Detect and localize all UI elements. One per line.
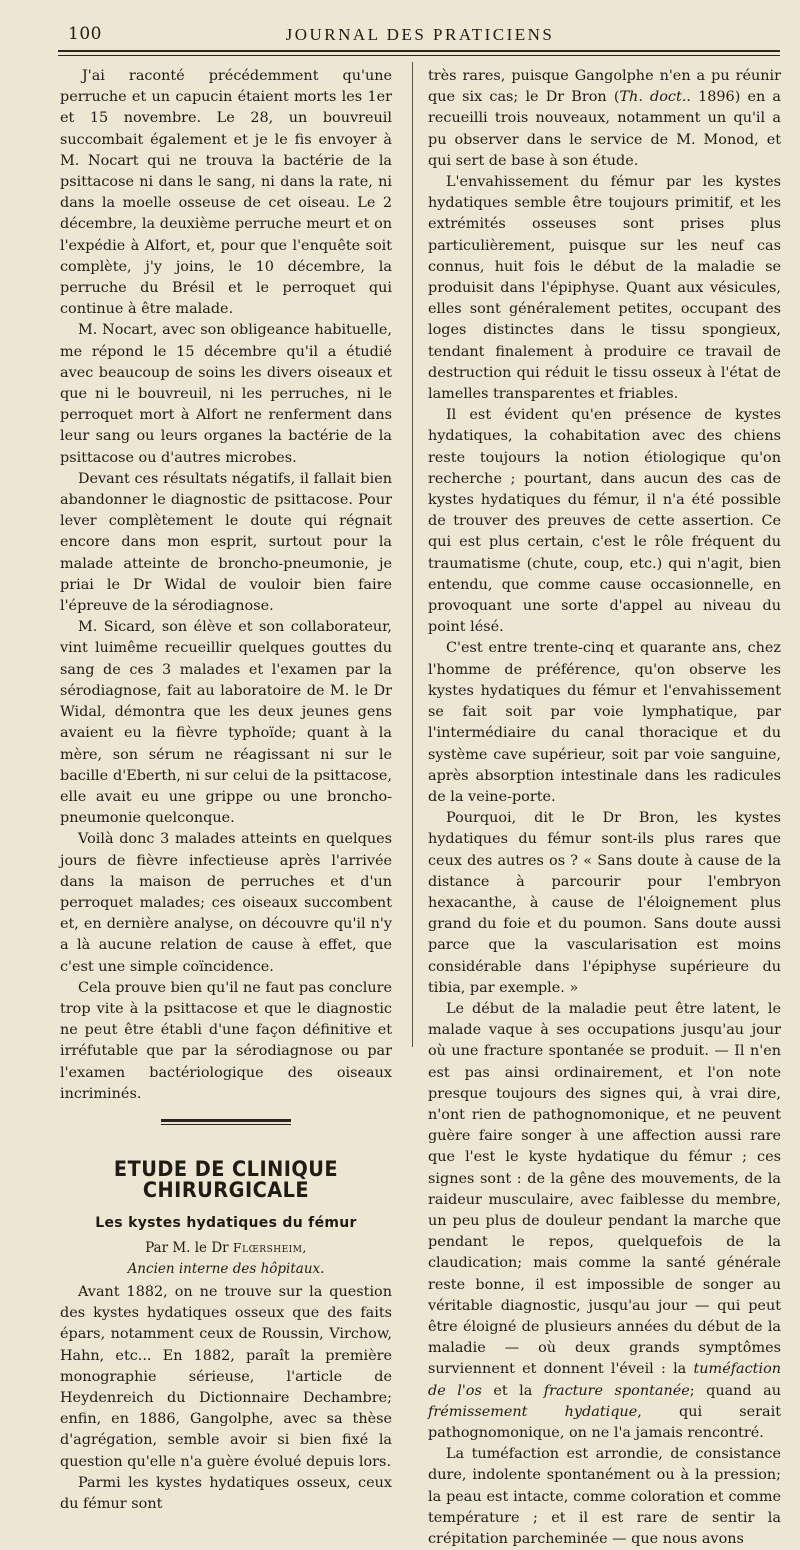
paragraph: Devant ces résultats négatifs, il fallait bien abandonner le diagnostic de psittacose. Pour lever complètement le doute qui régnait encore dans mon esprit, surtout pour la malade atteinte de broncho-pneumonie, je priai le Dr Widal de vouloir bien faire l'épreuve de la sérodiagnose. (60, 470, 392, 615)
section-title: ETUDE DE CLINIQUE CHIRURGICALE (113, 1156, 339, 1203)
left-column (60, 66, 392, 1515)
text-run: ; quand au (689, 1382, 781, 1399)
section-rule-thin (161, 1124, 291, 1125)
emphasis: frémissement hydatique (428, 1403, 638, 1420)
text-run: et la (481, 1382, 544, 1399)
paragraph (428, 66, 781, 172)
paragraph: Pourquoi, dit le Dr Bron, les kystes hydatiques du fémur sont-ils plus rares que ceux des autres os ? « Sans doute à cause de la distance à parcourir pour l'embryon hexacanthe, à cause de l'éloignement plus grand du foie et du poumon. Sans doute aussi parce que la vascularisation est moins considérable dans l'épiphyse supérieure du tibia, par exemple. » (428, 810, 781, 996)
paragraph: Il est évident qu'en présence de kystes hydatiques, la cohabitation avec des chiens reste toujours la notion étiologique qu'on recherche ; pourtant, dans aucun des cas de kystes hydatiques du fémur, il n'a été possible de trouver des preuves de cette assertion. Ce qui est plus certain, c'est le rôle fréquent du traumatisme (chute, coup, etc.) qui n'agit, bien entendu, que comme cause occasionnelle, en provoquant une sorte d'appel au niveau du point lésé. (428, 407, 781, 636)
header-rule (58, 50, 780, 52)
paragraph: J'ai raconté précédemment qu'une perruche et un capucin étaient morts les 1er et 15 novembre. Le 28, un bouvreuil succombait également et je le fis envoyer à M. Nocart qui ne trouva la bactérie de la psittacose ni dans le sang, ni dans la rate, ni dans la moelle osseuse de cet oiseau. Le 2 décembre, la deuxième perruche meurt et on l'expédie à Alfort, et, pour que l'enquête soit complète, j'y joins, le 10 décembre, la perruche du Brésil et le perroquet qui continue à être malade. (60, 68, 392, 318)
paragraph (428, 999, 781, 1444)
article-title: Les kystes hydatiques du fémur (95, 1215, 357, 1232)
section-rule (161, 1119, 291, 1122)
paragraph: M. Sicard, son élève et son collaborateur, vint luimême recueillir quelques gouttes du sang de ces 3 malades et l'examen par la sérodiagnose, fait au laboratoire de M. le Dr Widal, démontra que les deux jeunes gens avaient eu la fièvre typhoïde; quant à la mère, son sérum ne réagissant ni sur le bacille d'Eberth, ni sur celui de la psittacose, elle avait eu une grippe ou une broncho-pneumonie quelconque. (60, 619, 392, 827)
paragraph: Cela prouve bien qu'il ne faut pas conclure trop vite à la psittacose et que le diagnostic ne peut être établi d'une façon définitive et irréfutable que par la sérodiagnose ou par l'examen bactériologique des oiseaux incriminés. (60, 979, 392, 1102)
text-run: très rares, puisque Gangolphe n'en a pu réunir que six cas; le Dr Bron ( (428, 68, 781, 106)
journal-title: JOURNAL DES PRATICIENS (285, 25, 555, 44)
paragraph: Parmi les kystes hydatiques osseux, ceux du fémur sont (60, 1474, 392, 1512)
text-run: Le début de la maladie peut être latent, le malade vaque à ses occupations jusqu'au jour où une fracture spontanée se produit. — Il n'en est pas ainsi ordinairement, et l'on note presque toujours des signes qui, à vrai dire, n'ont rien de pathognomonique, et ne peuvent guère faire songer à une affection aussi rare que l'est le kyste hydatique du fémur ; ces signes sont : de la gêne des mouvements, de la raideur musculaire, avec faiblesse du membre, un peu plus de douleur pendant la marche que pendant le repos, quelquefois de la claudication; mais comme la santé générale reste bonne, il est impossible de songer au véritable diagnostic, jusqu'au jour — qui peut être éloigné de plusieurs années du début de la maladie — où deux grands symptômes surviennent et donnent l'éveil : la (428, 1000, 781, 1378)
column-separator (412, 62, 413, 1047)
paragraph: C'est entre trente-cinq et quarante ans, chez l'homme de préférence, qu'on observe les kystes hydatiques du fémur et l'envahissement se fait soit par voie lymphatique, par l'intermédiaire du canal thoracique et du système cave supérieur, soit par voie sanguine, après absorption intestinale dans les radicules de la veine-porte. (428, 640, 781, 805)
text-run: , qui serait pathognomonique, on ne l'a jamais rencontré. (428, 1403, 781, 1441)
article-author (60, 1237, 392, 1259)
page-header (60, 22, 780, 46)
emphasis: fracture spontanée (543, 1382, 690, 1399)
page-number: 100 (68, 24, 102, 44)
author-role: Ancien interne des hôpitaux. (127, 1260, 325, 1277)
emphasis: tuméfaction de l'os (428, 1361, 781, 1399)
paragraph: L'envahissement du fémur par les kystes hydatiques semble être toujours primitif, et les extrémités osseuses sont prises plus particulièrement, puisque sur les neuf cas connus, huit fois le début de la maladie se produisit dans l'épiphyse. Quant aux vésicules, elles sont généralement petites, occupant des loges distinctes dans le tissu spongieux, tendant finalement à produire ce travail de destruction qui réduit le tissu osseux à l'état de lamelles transparentes et friables. (428, 174, 781, 403)
text-run: . 1896) en a recueilli trois nouveaux, notamment un qu'il a pu observer dans le service de M. Monod, et qui sert de base à son étude. (428, 89, 781, 169)
paragraph: M. Nocart, avec son obligeance habituelle, me répond le 15 décembre qu'il a étudié avec beaucoup de soins les divers oiseaux et que ni le bouvreuil, ni les perruches, ni le perroquet mort à Alfort ne renferment dans leur sang ou leurs organes la bactérie de la psittacose ou d'autres microbes. (60, 322, 392, 466)
header-rule-thin (58, 55, 780, 56)
right-column (428, 66, 781, 1550)
paragraph: Voilà donc 3 malades atteints en quelques jours de fièvre infectieuse après l'arrivée dans la maison de perruches et d'un perroquet malades; ces oiseaux succombent et, en dernière analyse, on découvre qu'il n'y a là aucune relation de cause à effet, que c'est une simple coïncidence. (60, 831, 392, 975)
author-name: Flœrsheim, (232, 1239, 307, 1255)
citation: Th. doct. (619, 89, 687, 106)
paragraph: La tuméfaction est arrondie, de consistance dure, indolente spontanément ou à la pression; la peau est intacte, comme coloration et comme température ; et il est rare de sentir la crépitation parcheminée — que nous avons (428, 1446, 781, 1548)
paragraph: Avant 1882, on ne trouve sur la question des kystes hydatiques osseux que des faits épars, notamment ceux de Roussin, Virchow, Hahn, etc... En 1882, paraît la première monographie sérieuse, l'article de Heydenreich du Dictionnaire Dechambre; enfin, en 1886, Gangolphe, avec sa thèse d'agrégation, semble avoir si bien fixé la question qu'elle n'a guère évolué depuis lors. (60, 1283, 392, 1470)
author-prefix: Par M. le Dr (145, 1239, 229, 1256)
